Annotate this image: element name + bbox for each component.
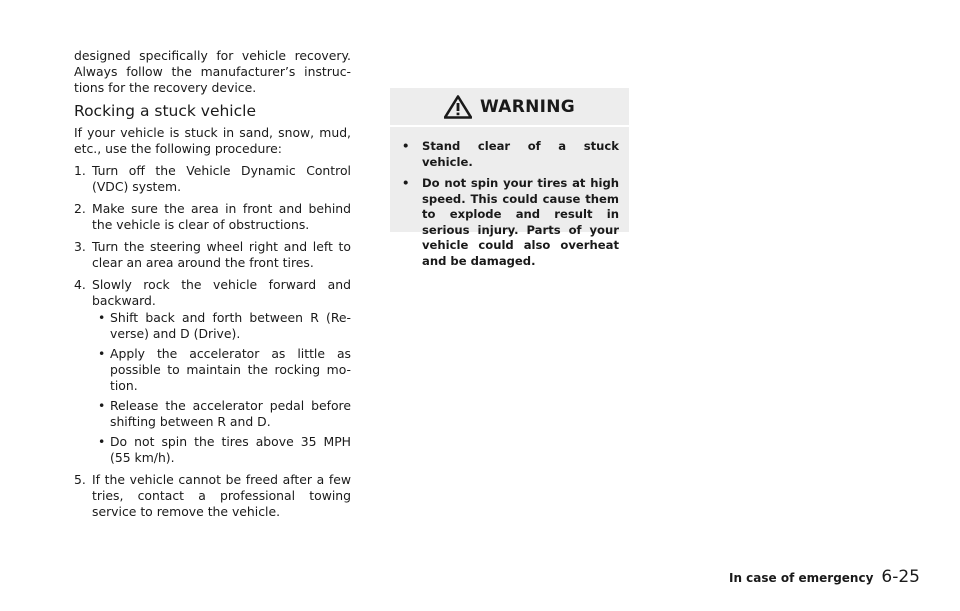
step-text: Turn the steering wheel right and left to clear an area around the front tires. [92, 239, 351, 270]
warning-header [390, 88, 629, 127]
step-item [74, 163, 351, 195]
warning-box [390, 88, 629, 268]
step-text: Make sure the area in front and behind the vehicle is clear of obstructions. [92, 201, 351, 232]
warning-item: • Stand clear of a stuck vehicle. [402, 139, 619, 169]
step-text: Turn off the Vehicle Dynamic Control (VDC) system. [92, 163, 351, 194]
sub-step-text: Apply the accelerator as little as possible to maintain the rocking mo- tion. [110, 346, 351, 393]
step-number: 1. [74, 163, 86, 178]
sub-step-item: • Do not spin the tires above 35 MPH (55 km/h). [98, 434, 351, 465]
step-text: Slowly rock the vehicle forward and backward. [92, 277, 351, 308]
step-item [74, 472, 351, 520]
step-text: If the vehicle cannot be freed after a few tries, contact a professional towing service to remove the vehicle. [92, 472, 351, 519]
sub-step-item: • Apply the accelerator as little as possible to maintain the rocking mo- tion. [98, 346, 351, 393]
page-footer [729, 567, 920, 587]
step-number: 2. [74, 201, 86, 216]
step-number: 4. [74, 277, 86, 292]
sub-step-text: Shift back and forth between R (Re- verse) and D (Drive). [110, 310, 351, 341]
lead-paragraph: If your vehicle is stuck in sand, snow, mud, etc., use the following procedure: [74, 125, 351, 156]
sub-step-item: • Shift back and forth between R (Re- verse) and D (Drive). [98, 310, 351, 341]
warning-text: Do not spin your tires at high speed. This could cause them to explode and result in serious injury. Parts of your vehicle could also overheat and be damaged. [422, 176, 619, 268]
step-item [74, 277, 351, 466]
sub-step-text: Do not spin the tires above 35 MPH (55 km/h). [110, 434, 351, 465]
page-number: 6-25 [881, 567, 920, 587]
warning-title: WARNING [479, 96, 576, 117]
warning-text: Stand clear of a stuck vehicle. [422, 139, 619, 169]
sub-steps-list [92, 310, 351, 466]
step-item [74, 201, 351, 233]
step-item [74, 239, 351, 271]
warning-triangle-icon [444, 95, 472, 119]
section-heading: Rocking a stuck vehicle [74, 102, 256, 120]
left-column [74, 48, 351, 526]
footer-section-title: In case of emergency [729, 571, 874, 585]
warning-item: • Do not spin your tires at high speed. This could cause them to explode and result in serious injury. Parts of your vehicle could also overheat and be damaged. [402, 176, 619, 268]
warning-list [390, 127, 629, 269]
sub-step-item: • Release the accelerator pedal before shifting between R and D. [98, 398, 351, 429]
steps-list [74, 163, 351, 520]
sub-step-text: Release the accelerator pedal before shifting between R and D. [110, 398, 351, 429]
step-number: 3. [74, 239, 86, 254]
step-number: 5. [74, 472, 86, 487]
intro-paragraph: designed specifically for vehicle recovery. Always follow the manufacturer’s instruc- tions for the recovery device. [74, 48, 351, 95]
